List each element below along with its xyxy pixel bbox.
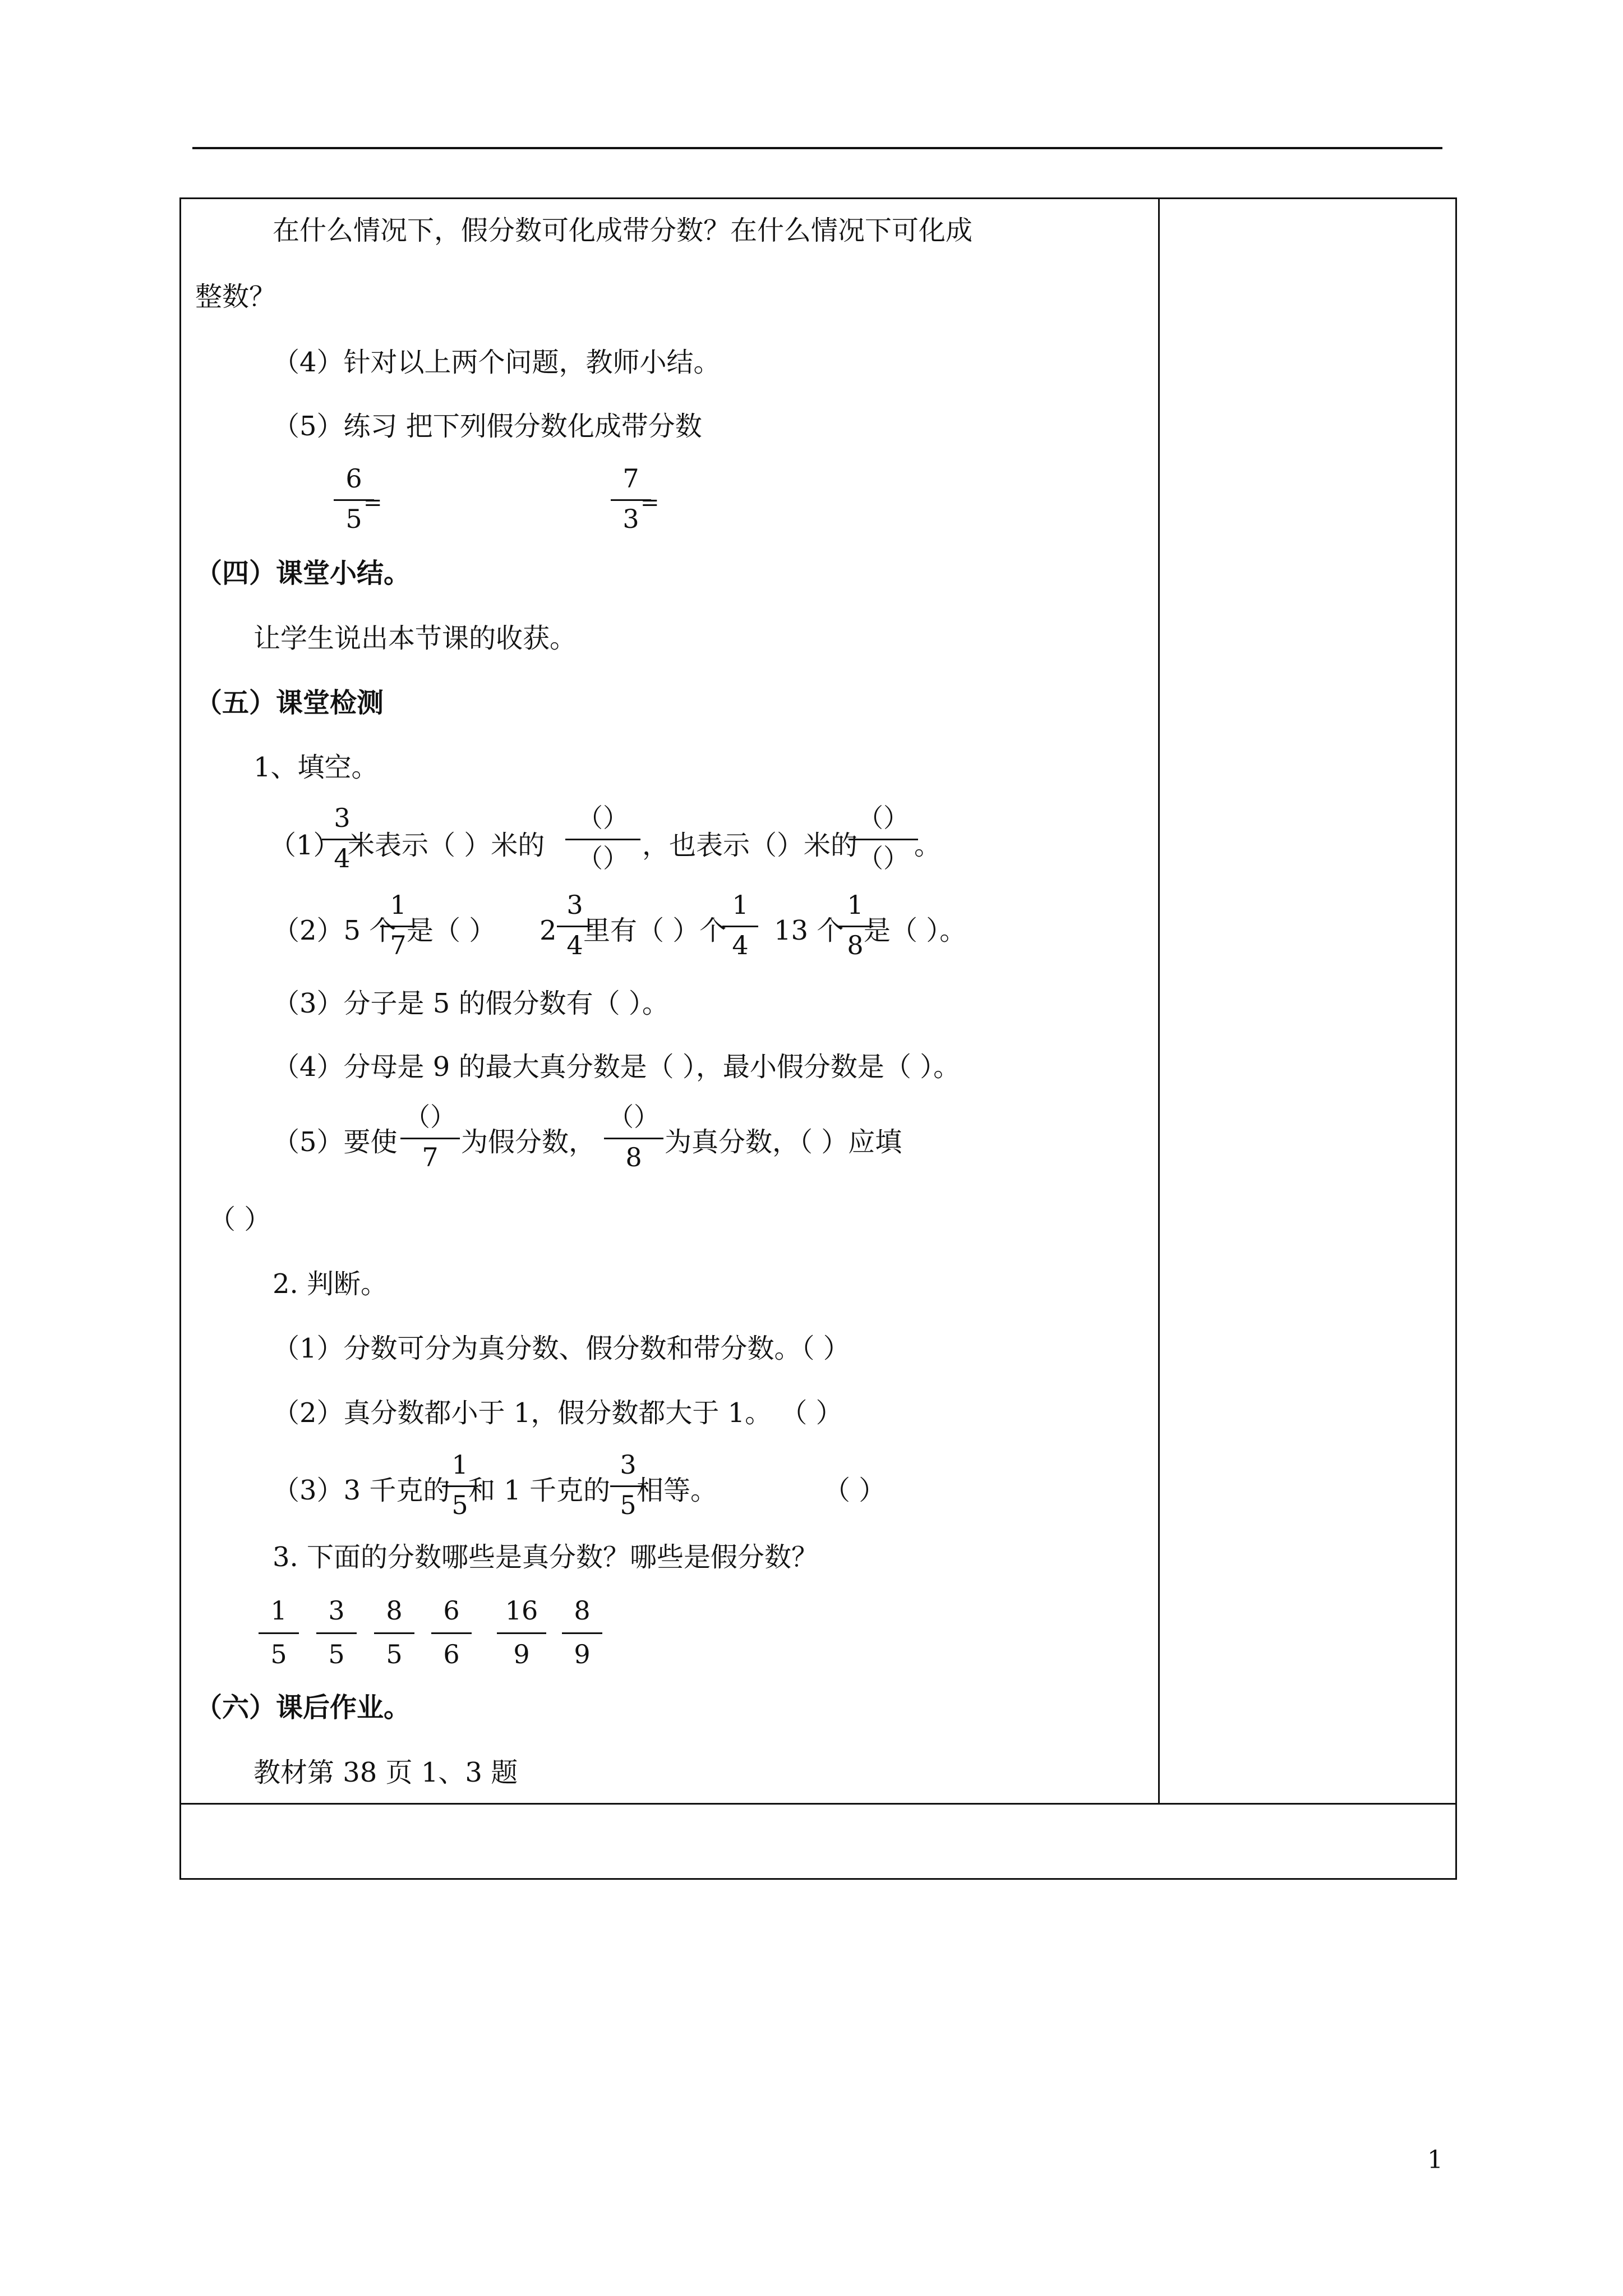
numerator: 1 xyxy=(270,1595,287,1626)
denominator: 4 xyxy=(566,930,583,960)
text-line: 让学生说出本节课的收获。 xyxy=(253,623,577,654)
denominator: 8 xyxy=(625,1142,642,1172)
section-heading: （四）课堂小结。 xyxy=(195,558,411,589)
numerator: 8 xyxy=(574,1595,591,1626)
denominator: 4 xyxy=(334,843,351,873)
denominator: 5 xyxy=(451,1490,468,1520)
text-run: 米表示（ ）米的 xyxy=(348,830,545,861)
question-prefix: （1） xyxy=(269,830,340,861)
denominator: 4 xyxy=(732,930,749,960)
text-line: （1）分数可分为真分数、假分数和带分数。（ ） xyxy=(273,1333,850,1364)
denominator: （） xyxy=(577,843,629,873)
fraction-bar xyxy=(400,1138,460,1139)
denominator: 7 xyxy=(422,1142,439,1172)
text-run: （2）5 个 xyxy=(273,915,396,946)
numerator: 3 xyxy=(620,1450,637,1480)
fraction-bar xyxy=(259,1632,299,1634)
denominator: 7 xyxy=(390,930,407,960)
text-line: 2. 判断。 xyxy=(273,1268,388,1300)
fraction-bar xyxy=(565,839,640,840)
fraction-bar xyxy=(431,1632,472,1634)
numerator: 1 xyxy=(451,1450,468,1480)
text-run: 和 1 千克的 xyxy=(468,1475,611,1506)
fraction-bar xyxy=(374,1632,414,1634)
numerator: 7 xyxy=(623,463,639,494)
text-run: 13 个 xyxy=(774,915,844,946)
text-run: （5）要使 xyxy=(273,1126,398,1158)
text-line: 整数？ xyxy=(195,281,276,312)
text-run: ，也表示（）米的 xyxy=(642,830,858,861)
text-run: 是（ ）。 xyxy=(864,915,967,946)
text-line: （3）分子是 5 的假分数有（ ）。 xyxy=(273,988,669,1019)
text-run: 。 xyxy=(914,830,942,861)
numerator: 1 xyxy=(847,890,864,920)
text-line: 1、填空。 xyxy=(253,752,379,783)
text-line: 3. 下面的分数哪些是真分数？哪些是假分数？ xyxy=(273,1542,819,1573)
text-run: （3）3 千克的 xyxy=(273,1475,450,1506)
denominator: 6 xyxy=(443,1639,460,1669)
denominator: 5 xyxy=(386,1639,403,1669)
section-heading: （五）课堂检测 xyxy=(195,687,384,719)
text-run: 相等。 xyxy=(637,1475,718,1506)
text-run: （ ） xyxy=(823,1475,886,1506)
denominator: 5 xyxy=(345,504,362,534)
text-line: （2）真分数都小于 1，假分数都大于 1。 （ ） xyxy=(273,1397,843,1429)
text-line: （4）针对以上两个问题，教师小结。 xyxy=(273,347,721,378)
fraction-bar xyxy=(722,926,758,927)
denominator: 9 xyxy=(574,1639,591,1669)
fraction-bar xyxy=(562,1632,602,1634)
text-run: 2 xyxy=(540,915,557,946)
denominator: 8 xyxy=(847,930,864,960)
denominator: （） xyxy=(857,843,909,873)
denominator: 9 xyxy=(513,1639,530,1669)
header-rule xyxy=(192,147,1442,149)
text-line: 在什么情况下，假分数可化成带分数？在什么情况下可化成 xyxy=(273,215,973,246)
denominator: 5 xyxy=(270,1639,287,1669)
numerator: 1 xyxy=(390,890,407,920)
numerator: 16 xyxy=(505,1595,538,1626)
section-heading: （六）课后作业。 xyxy=(195,1692,411,1723)
equals-sign: = xyxy=(363,490,382,516)
table-column-divider xyxy=(1158,197,1160,1803)
numerator: 3 xyxy=(334,803,351,833)
text-run: 为假分数， xyxy=(461,1126,596,1158)
text-line: 教材第 38 页 1、3 题 xyxy=(253,1757,518,1788)
numerator: 1 xyxy=(732,890,749,920)
fraction-bar xyxy=(849,839,919,840)
denominator: 5 xyxy=(328,1639,345,1669)
numerator: （） xyxy=(608,1102,660,1132)
numerator: 6 xyxy=(443,1595,460,1626)
lesson-table xyxy=(179,197,1457,1880)
numerator: （） xyxy=(577,803,629,833)
denominator: 5 xyxy=(620,1490,637,1520)
fraction-bar xyxy=(316,1632,357,1634)
denominator: 3 xyxy=(623,504,639,534)
numerator: （） xyxy=(404,1102,456,1132)
text-line: （4）分母是 9 的最大真分数是（ ），最小假分数是（ ）。 xyxy=(273,1051,961,1083)
numerator: 8 xyxy=(386,1595,403,1626)
equals-sign: = xyxy=(640,490,660,516)
page-number: 1 xyxy=(1427,2146,1443,2174)
text-line: （5）练习 把下列假分数化成带分数 xyxy=(273,411,702,442)
table-row-divider xyxy=(179,1803,1457,1805)
numerator: 3 xyxy=(566,890,583,920)
text-run: 为真分数，（ ）应填 xyxy=(665,1126,902,1158)
numerator: 6 xyxy=(345,463,362,494)
text-run: 里有（ ）个 xyxy=(583,915,727,946)
text-run: 是（ ） xyxy=(407,915,496,946)
numerator: （） xyxy=(857,803,909,833)
fraction-bar xyxy=(604,1138,663,1139)
numerator: 3 xyxy=(328,1595,345,1626)
fraction-bar xyxy=(497,1632,546,1634)
text-run: （ ） xyxy=(209,1204,271,1235)
